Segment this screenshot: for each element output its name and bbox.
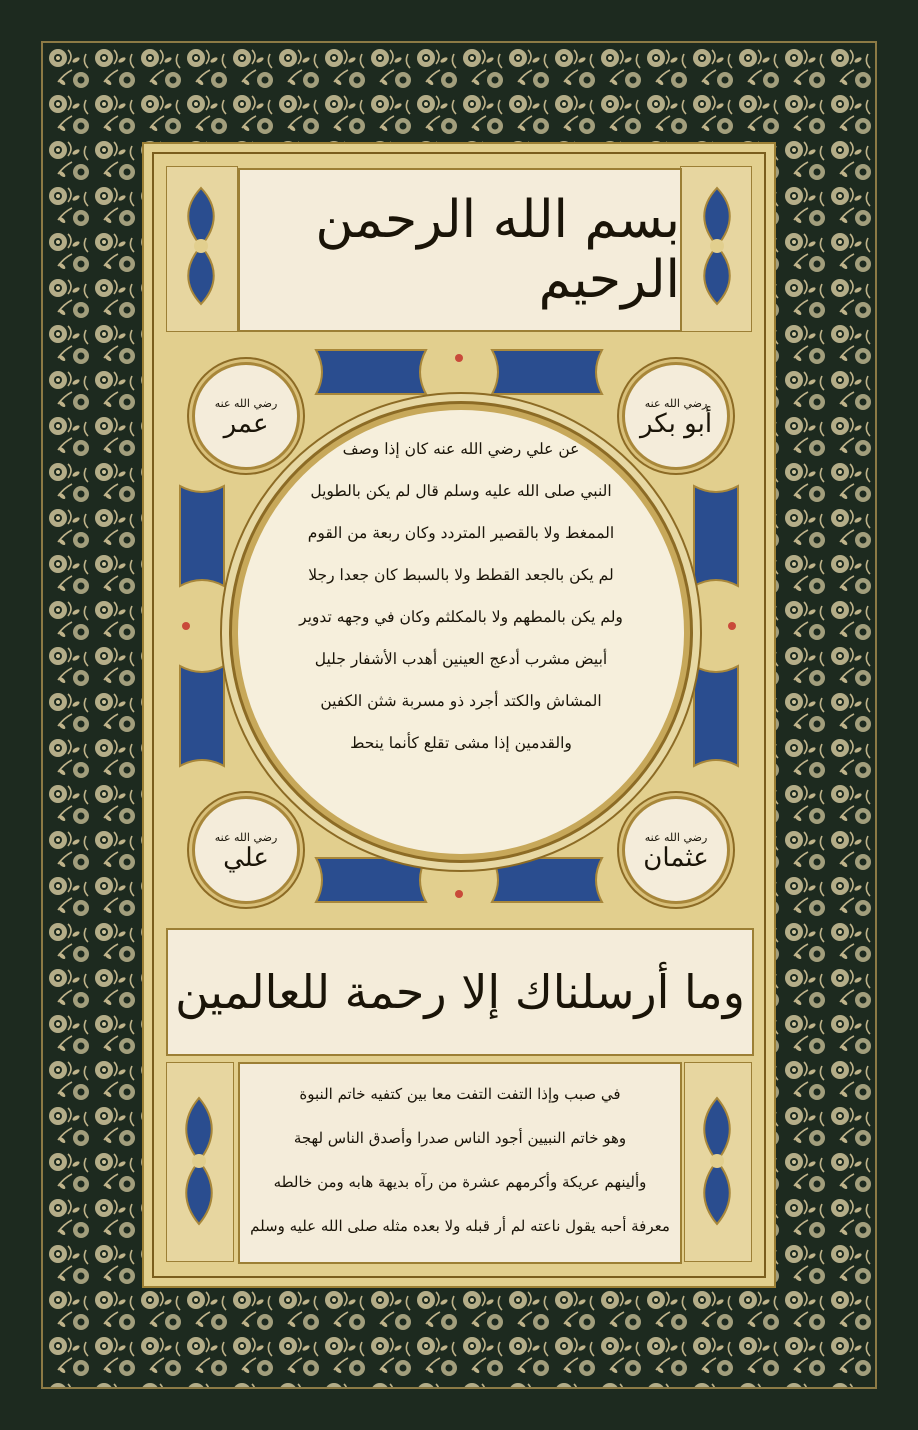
- central-text-line: ولم يكن بالمطهم ولا بالمكلثم وكان في وجهه تدوير: [299, 608, 623, 626]
- medallion-top-left: [192, 362, 300, 470]
- bottom-text-line: وألينهم عريكة وأكرمهم عشرة من رآه بديهة هابه ومن خالطه: [273, 1173, 647, 1191]
- lapis-motif-icon: [178, 186, 224, 306]
- bottom-text-line: وهو خاتم النبيين أجود الناس صدرا وأصدق الناس لهجة: [293, 1129, 627, 1147]
- central-text-line: النبي صلى الله عليه وسلم قال لم يكن بالطويل: [310, 482, 612, 500]
- medallion-blessing: رضي الله عنه: [214, 830, 278, 844]
- bottom-text-line: معرفة أحبه يقول ناعته لم أر قبله ولا بعده مثله صلى الله عليه وسلم: [250, 1217, 670, 1235]
- medallion-name: علي: [223, 842, 269, 873]
- medallion-bottom-left: [192, 796, 300, 904]
- central-text-line: أبيض مشرب أدعج العينين أهدب الأشفار جليل: [314, 650, 608, 668]
- basmala-box: [238, 168, 682, 332]
- central-text-line: والقدمين إذا مشى تقلع كأنما ينحط: [350, 734, 572, 752]
- medallion-bottom-right: [622, 796, 730, 904]
- verse-text: وما أرسلناك إلا رحمة للعالمين: [175, 965, 745, 1019]
- central-text: [250, 428, 672, 764]
- lapis-motif-icon: [694, 186, 740, 306]
- central-text-line: المشاش والكتد أجرد ذو مسربة شثن الكفين: [320, 692, 602, 710]
- medallion-blessing: رضي الله عنه: [214, 396, 278, 410]
- medallion-name: أبو بكر: [639, 408, 713, 439]
- lapis-motif-icon: [176, 1096, 222, 1226]
- medallion-top-right: [622, 362, 730, 470]
- central-text-line: عن علي رضي الله عنه كان إذا وصف: [342, 440, 580, 458]
- lapis-motif-icon: [694, 1096, 740, 1226]
- central-text-line: الممغط ولا بالقصير المتردد وكان ربعة من القوم: [307, 524, 615, 542]
- medallion-blessing: رضي الله عنه: [644, 830, 708, 844]
- medallion-blessing: رضي الله عنه: [644, 396, 708, 410]
- medallion-name: عمر: [223, 408, 269, 439]
- bottom-text-box: [238, 1062, 682, 1264]
- bottom-text-line: في صبب وإذا التفت التفت معا بين كتفيه خاتم النبوة: [299, 1085, 621, 1103]
- medallion-name: عثمان: [643, 842, 709, 873]
- basmala-text: بسم الله الرحمن الرحيم: [315, 190, 680, 310]
- verse-box: [166, 928, 754, 1056]
- central-text-line: لم يكن بالجعد القطط ولا بالسبط كان جعدا رجلا: [308, 566, 614, 584]
